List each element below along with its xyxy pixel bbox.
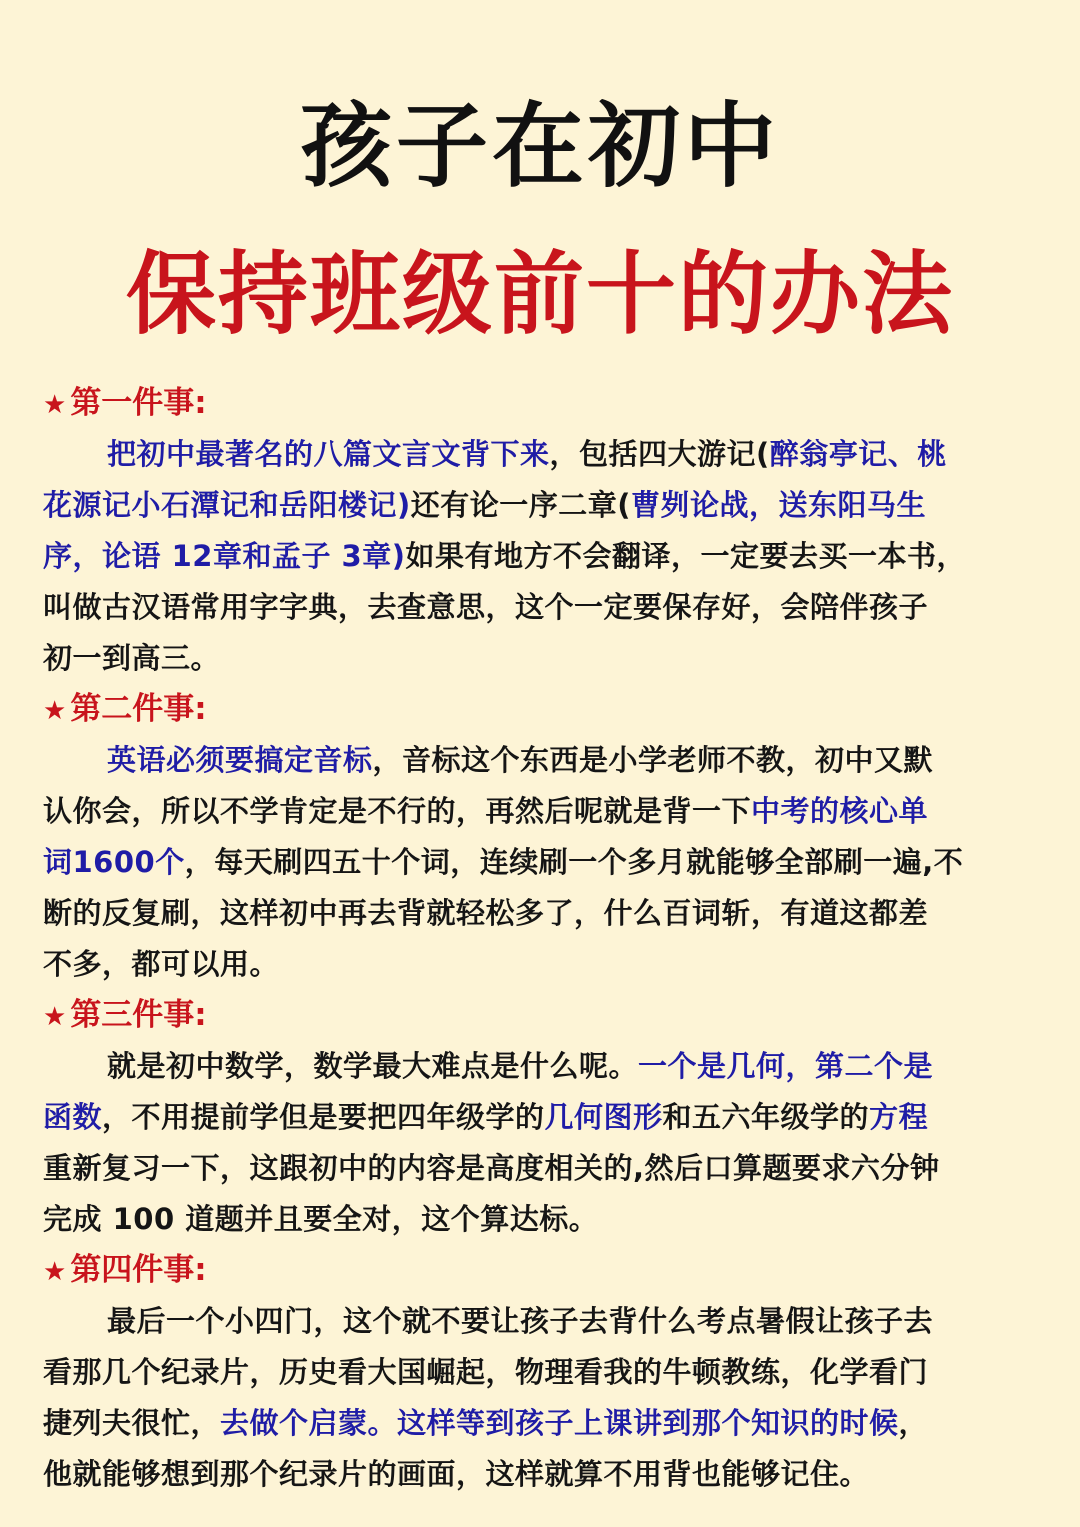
section-heading-text: 第四件事: xyxy=(70,1252,207,1288)
body-text: 捷列夫很忙， xyxy=(43,1406,221,1440)
page-subtitle: 保持班级前十的办法 xyxy=(126,242,954,347)
body-text: 就是初中数学，数学最大难点是什么呢。 xyxy=(107,1049,639,1083)
body-text: 认你会，所以不学肯定是不行的，再然后呢就是背一下 xyxy=(43,794,752,828)
section-heading-text: 第三件事: xyxy=(70,997,207,1033)
paragraph-line xyxy=(43,480,1053,531)
body-text: ， xyxy=(898,1406,929,1440)
section-heading xyxy=(43,378,1053,429)
body-text: 还有论一序二章( xyxy=(410,488,632,522)
section-heading xyxy=(43,1245,1053,1296)
paragraph-line xyxy=(43,888,1053,939)
highlighted-text: 几何图形 xyxy=(544,1100,663,1134)
highlighted-text: 英语必须要搞定音标 xyxy=(107,743,373,777)
star-icon: ★ xyxy=(43,696,67,726)
star-icon: ★ xyxy=(43,390,67,420)
body-text: 断的反复刷，这样初中再去背就轻松多了，什么百词斩，有道这都差 xyxy=(43,896,929,930)
highlighted-text: 中考的核心单 xyxy=(751,794,929,828)
paragraph-line xyxy=(43,837,1053,888)
highlighted-text: 醉翁亭记、桃 xyxy=(769,437,947,471)
highlighted-text: 去做个启蒙。这样等到孩子上课讲到那个知识的时候 xyxy=(220,1406,899,1440)
highlighted-text: 花源记小石潭记和岳阳楼记) xyxy=(43,488,411,522)
paragraph-line xyxy=(43,1347,1053,1398)
body-text: 他就能够想到那个纪录片的画面，这样就算不用背也能够记住。 xyxy=(43,1457,870,1491)
article-body xyxy=(43,378,1053,1500)
body-text: ，音标这个东西是小学老师不教，初中又默 xyxy=(372,743,934,777)
section-heading xyxy=(43,684,1053,735)
body-text: 叫做古汉语常用字字典，去查意思，这个一定要保存好，会陪伴孩子 xyxy=(43,590,929,624)
highlighted-text: 一个是几何，第二个是 xyxy=(638,1049,934,1083)
highlighted-text: 序，论语 12章和孟子 3章) xyxy=(43,539,406,573)
paragraph-line xyxy=(43,582,1053,633)
body-text: 初一到高三。 xyxy=(43,641,221,675)
star-icon: ★ xyxy=(43,1002,67,1032)
body-text: ，每天刷四五十个词，连续刷一个多月就能够全部刷一遍,不 xyxy=(184,845,964,879)
paragraph-line xyxy=(43,1041,1053,1092)
page-title: 孩子在初中 xyxy=(299,93,780,200)
body-text: 和五六年级学的 xyxy=(662,1100,870,1134)
highlighted-text: 词1600个 xyxy=(43,845,185,879)
body-text: 完成 100 道题并且要全对，这个算达标。 xyxy=(43,1202,599,1236)
body-text: 重新复习一下，这跟初中的内容是高度相关的,然后口算题要求六分钟 xyxy=(43,1151,940,1185)
body-text: ，包括四大游记( xyxy=(549,437,770,471)
paragraph-line xyxy=(43,531,1053,582)
paragraph-line xyxy=(43,1449,1053,1500)
body-text: 不多，都可以用。 xyxy=(43,947,280,981)
body-text: 最后一个小四门，这个就不要让孩子去背什么考点暑假让孩子去 xyxy=(107,1304,934,1338)
section-heading xyxy=(43,990,1053,1041)
body-text: 如果有地方不会翻译，一定要去买一本书， xyxy=(405,539,966,573)
paragraph-line xyxy=(43,735,1053,786)
highlighted-text: 曹刿论战，送东阳马生 xyxy=(631,488,927,522)
highlighted-text: 函数 xyxy=(43,1100,103,1134)
paragraph-line xyxy=(43,1194,1053,1245)
paragraph-line xyxy=(43,633,1053,684)
highlighted-text: 方程 xyxy=(869,1100,929,1134)
paragraph-line xyxy=(43,1296,1053,1347)
section-heading-text: 第二件事: xyxy=(70,691,207,727)
highlighted-text: 把初中最著名的八篇文言文背下来 xyxy=(107,437,550,471)
body-text: 看那几个纪录片，历史看大国崛起，物理看我的牛顿教练，化学看门 xyxy=(43,1355,929,1389)
paragraph-line xyxy=(43,1398,1053,1449)
paragraph-line xyxy=(43,1092,1053,1143)
star-icon: ★ xyxy=(43,1257,67,1287)
section-heading-text: 第一件事: xyxy=(70,385,207,421)
body-text: ，不用提前学但是要把四年级学的 xyxy=(102,1100,545,1134)
paragraph-line xyxy=(43,786,1053,837)
paragraph-line xyxy=(43,429,1053,480)
paragraph-line xyxy=(43,1143,1053,1194)
paragraph-line xyxy=(43,939,1053,990)
